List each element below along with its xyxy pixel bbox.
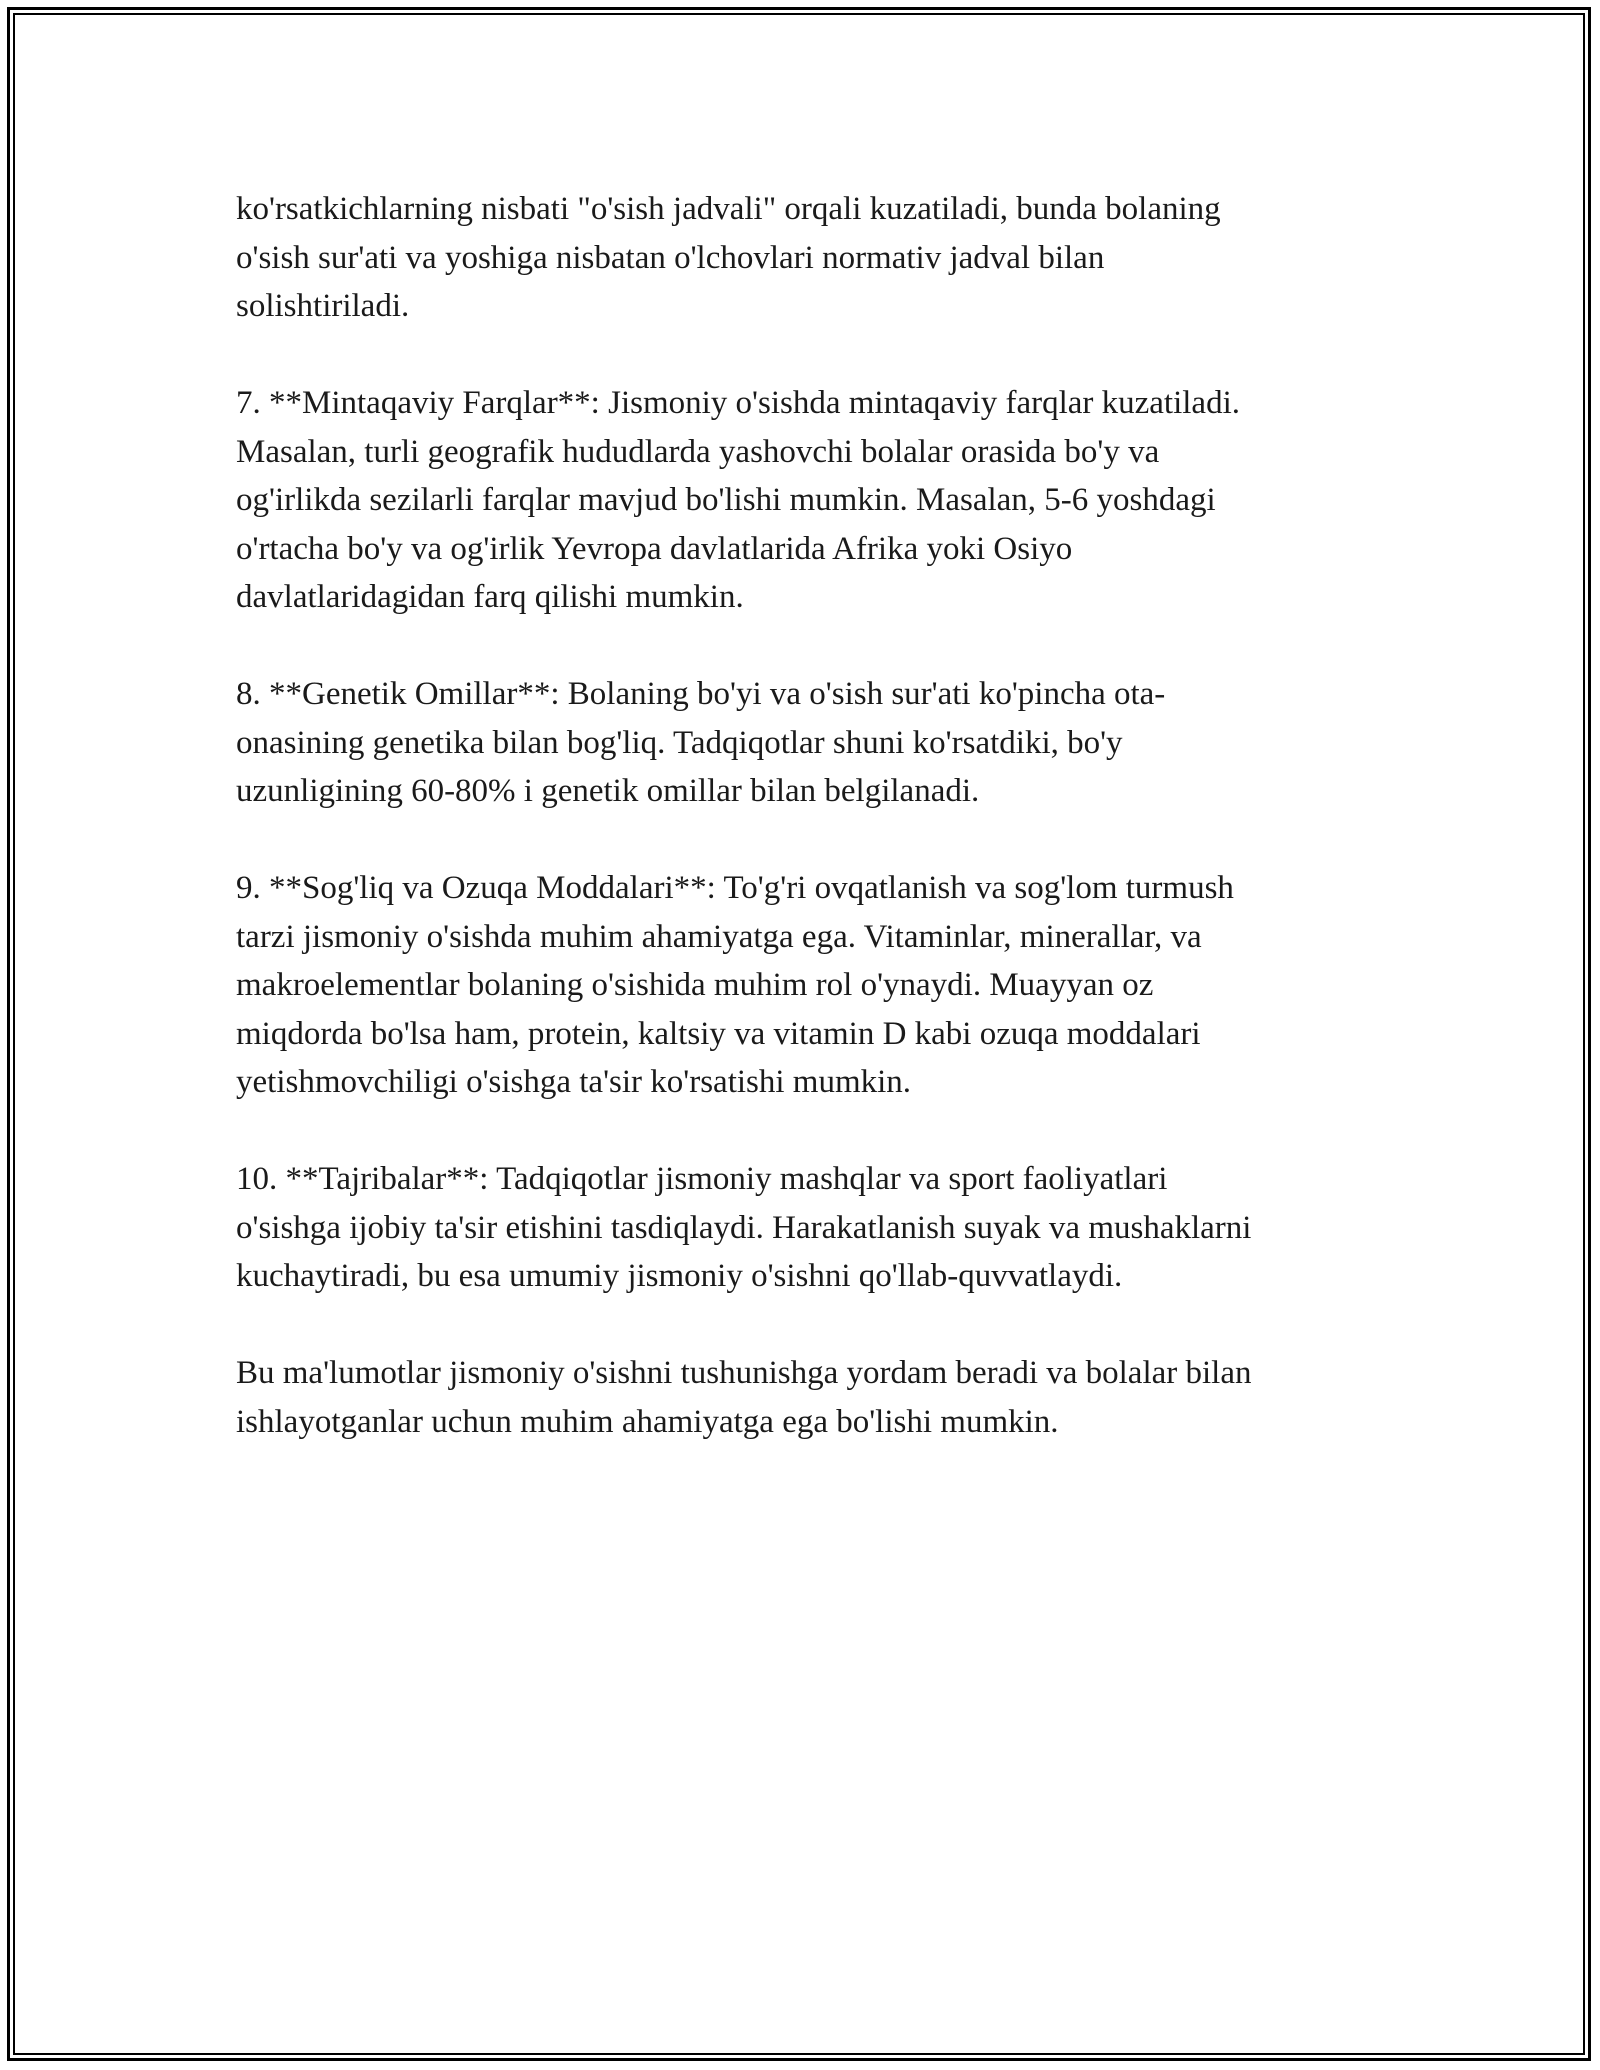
paragraph-experiments: 10. **Tajribalar**: Tadqiqotlar jismoniy mashqlar va sport faoliyatlari o'sishga ijobiy ta'sir etishini tasdiqlaydi. Harakatlanish suyak va mushaklarni kuchaytiradi, bu esa umumiy jismoniy o'sishni qo'llab-quvvatlaydi.	[236, 1161, 1252, 1294]
paragraph-health-nutrition: 9. **Sog'liq va Ozuqa Moddalari**: To'g'ri ovqatlanish va sog'lom turmush tarzi jismoniy o'sishda muhim ahamiyatga ega. Vitaminlar, minerallar, va makroelementlar bolaning o'sishida muhim rol o'ynaydi. Muayyan oz miqdorda bo'lsa ham, protein, kaltsiy va vitamin D kabi ozuqa moddalari yetishmovchiligi o'sishga ta'sir ko'rsatishi mumkin.	[236, 870, 1234, 1100]
paragraph-genetic-factors: 8. **Genetik Omillar**: Bolaning bo'yi va o'sish sur'ati ko'pincha ota- onasining genetika bilan bog'liq. Tadqiqotlar shuni ko'rsatdiki, bo'y uzunligining 60-80% i genetik omillar bilan belgilanadi.	[236, 676, 1166, 809]
paragraph-conclusion: Bu ma'lumotlar jismoniy o'sishni tushunishga yordam beradi va bolalar bilan ishlayotganlar uchun muhim ahamiyatga ega bo'lishi mumkin.	[236, 1355, 1252, 1440]
paragraph-regional-differences: 7. **Mintaqaviy Farqlar**: Jismoniy o'sishda mintaqaviy farqlar kuzatiladi. Masalan, turli geografik hududlarda yashovchi bolalar orasida bo'y va og'irlikda sezilarli farqlar mavjud bo'lishi mumkin. Masalan, 5-6 yoshdagi o'rtacha bo'y va og'irlik Yevropa davlatlarida Afrika yoki Osiyo davlatlaridagidan farq qilishi mumkin.	[236, 385, 1241, 615]
paragraph-growth-chart: ko'rsatkichlarning nisbati "o'sish jadvali" orqali kuzatiladi, bunda bolaning o'sish sur'ati va yoshiga nisbatan o'lchovlari normativ jadval bilan solishtiriladi.	[236, 191, 1221, 324]
document-body	[236, 185, 1386, 1495]
